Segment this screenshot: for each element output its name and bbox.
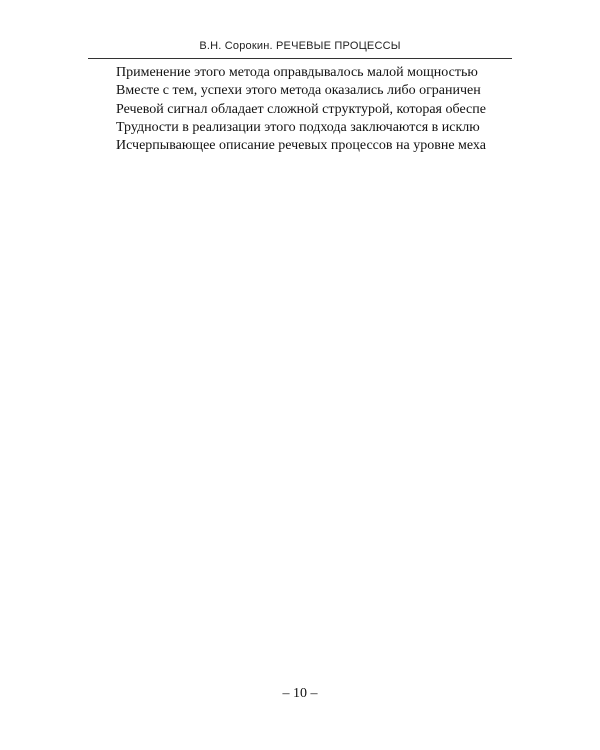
paragraph: Исчерпывающее описание речевых процессов на уровне меха (116, 138, 486, 154)
paragraph: Применение этого метода оправдывалось малой мощностью (116, 65, 478, 80)
page-number: – 10 – (282, 686, 318, 701)
running-header: В.Н. Сорокин. РЕЧЕВЫЕ ПРОЦЕССЫ (199, 40, 401, 52)
body-text (88, 64, 512, 155)
paragraph: Речевой сигнал обладает сложной структурой, которая обеспе (116, 101, 486, 117)
paragraph: Трудности в реализации этого подхода заключаются в исклю (116, 119, 480, 135)
paragraph: Вместе с тем, успехи этого метода оказались либо ограничен (116, 83, 481, 99)
header-rule (88, 58, 512, 59)
